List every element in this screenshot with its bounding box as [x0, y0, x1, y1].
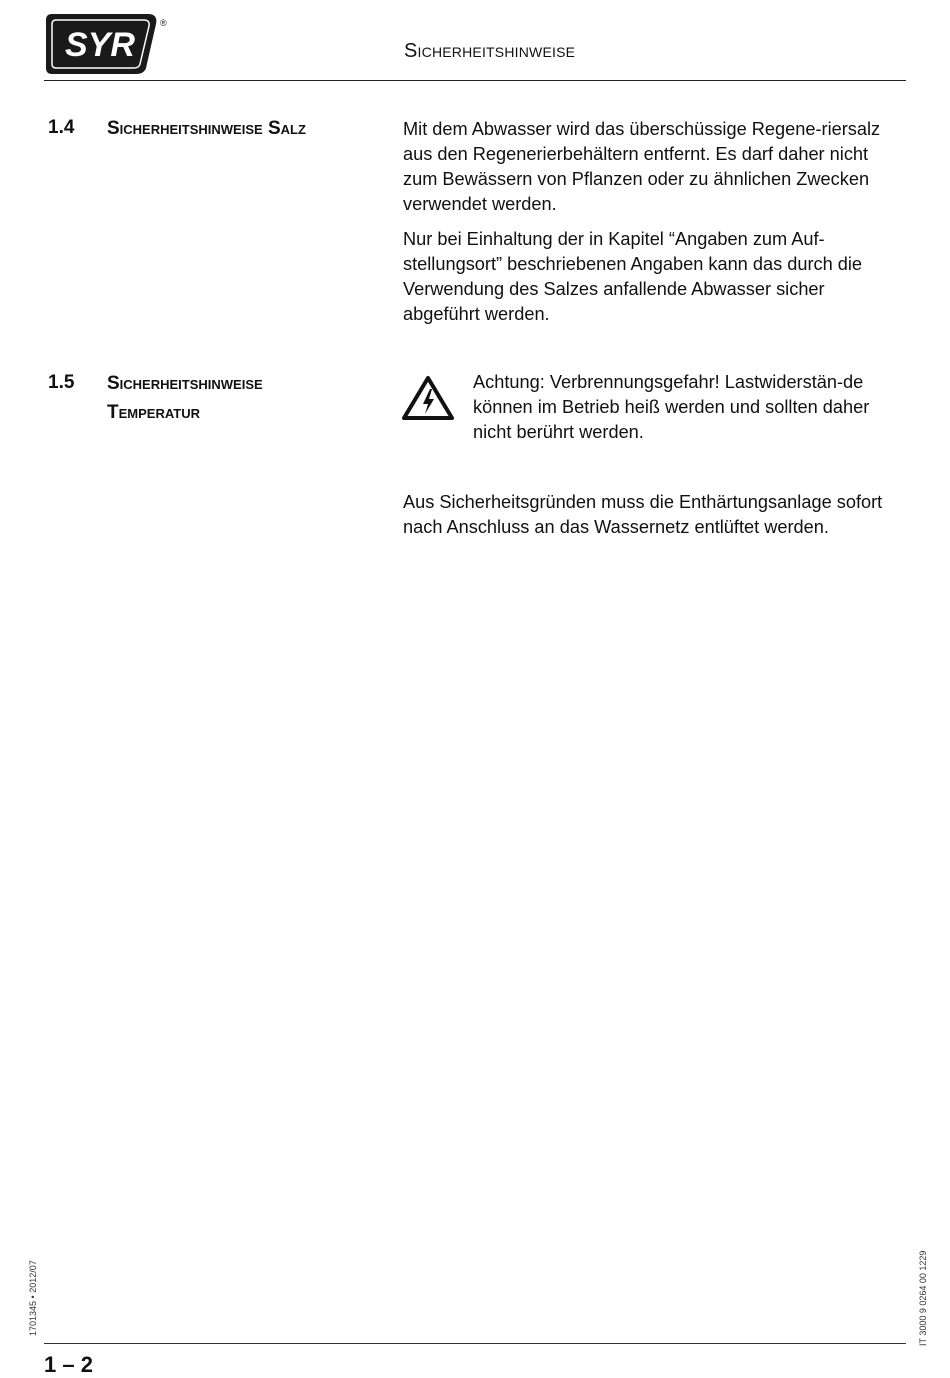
- header-divider: [44, 80, 906, 81]
- section-title-temperatur: [107, 369, 387, 427]
- syr-logo: [44, 8, 170, 78]
- venting-paragraph: Aus Sicherheitsgründen muss die Enthärtungsanlage sofort nach Anschluss an das Wassernetz entlüftet werden.: [403, 492, 883, 537]
- section-title-salz: Sicherheitshinweise Salz: [107, 118, 306, 139]
- section-number-1-4: 1.4: [48, 117, 75, 138]
- salz-paragraph-1: Mit dem Abwasser wird das überschüssige Regene-riersalz aus den Regenerierbehältern entfernt. Es darf daher nicht zum Bewässern von Pflanzen oder zu ähnlichen Zwecken verwendet werden.: [403, 119, 881, 214]
- registered-mark: ®: [160, 18, 167, 28]
- section-title-line-1: Sicherheitshinweise: [107, 373, 263, 394]
- footer-divider: [44, 1343, 906, 1344]
- temperature-warning-text: Achtung: Verbrennungsgefahr! Lastwiderstän-de können im Betrieb heiß werden und sollten daher nicht berührt werden.: [473, 372, 870, 442]
- document-code-left: 1701345 • 2012/07: [28, 1260, 38, 1336]
- section-number-1-5: 1.5: [48, 372, 75, 393]
- page-number: 1 – 2: [44, 1352, 93, 1377]
- high-voltage-warning-icon: [402, 375, 454, 421]
- document-code-right: IT 3000 9 0264 00 1229: [918, 1250, 928, 1346]
- logo-text: SYR: [65, 26, 135, 64]
- salz-paragraph-2: Nur bei Einhaltung der in Kapitel “Angaben zum Auf-stellungsort” beschriebenen Angaben kann das durch die Verwendung des Salzes anfallende Abwasser sicher abgeführt werden.: [403, 229, 863, 324]
- header-title: Sicherheitshinweise: [404, 40, 576, 62]
- section-title-line-2: Temperatur: [107, 402, 200, 423]
